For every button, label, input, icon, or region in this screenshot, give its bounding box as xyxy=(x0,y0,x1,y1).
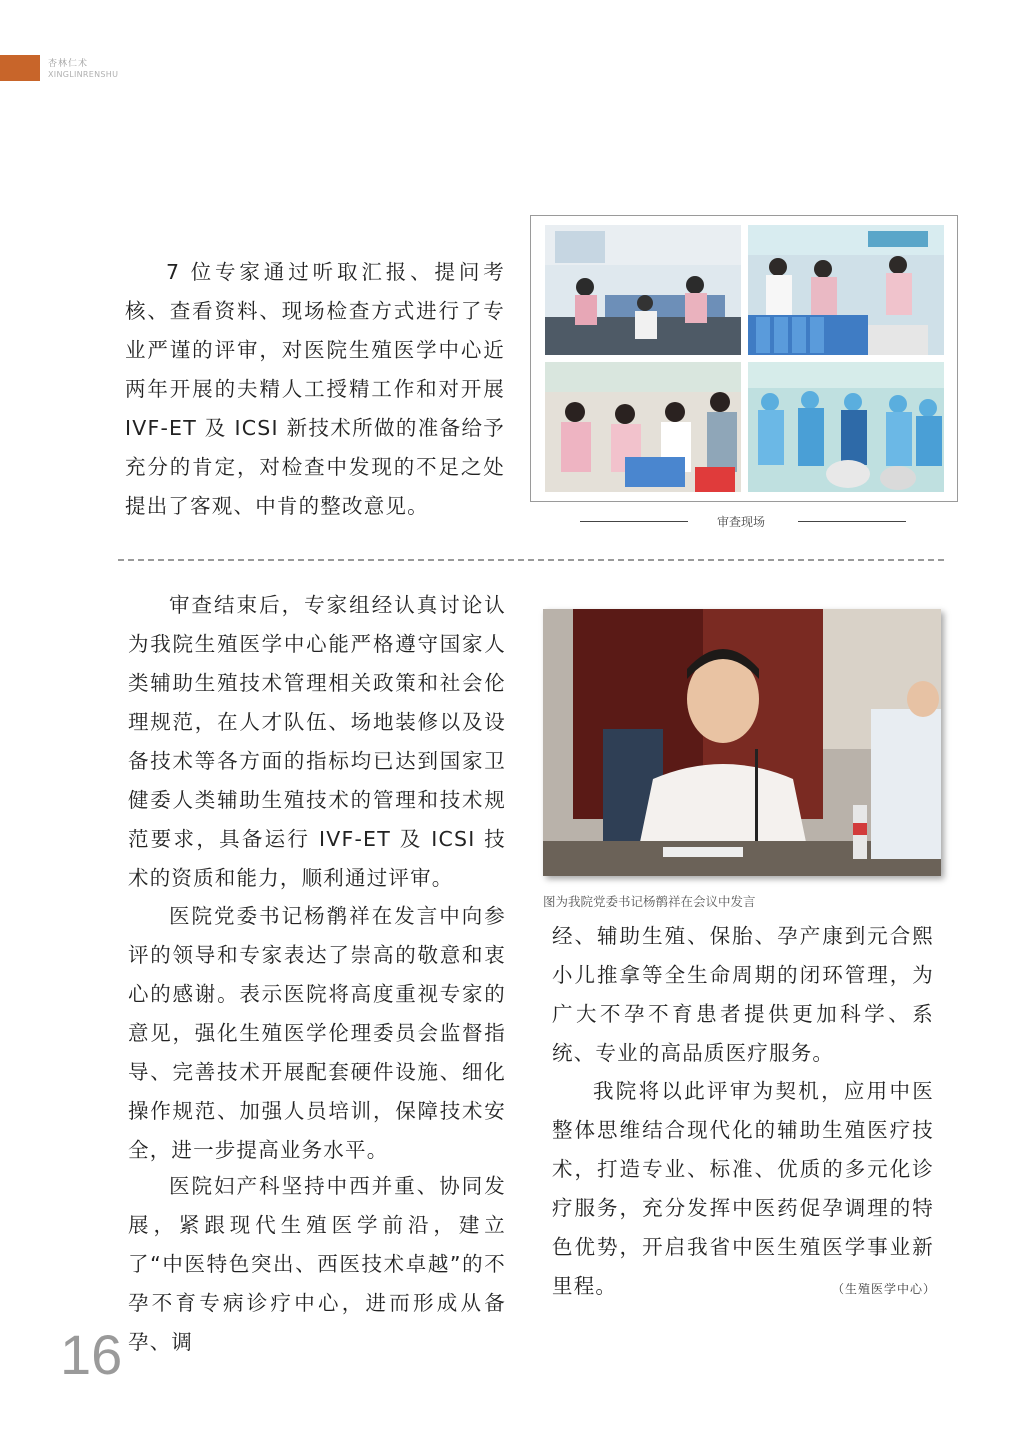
paragraph-review-result: 审查结束后，专家组经认真讨论认为我院生殖医学中心能严格遵守国家人类辅助生殖技术管理相关政策和社会伦理规范，在人才队伍、场地装修以及设备技术等各方面的指标均已达到国家卫健委人类辅助生殖技术的管理和技术规范要求，具备运行 IVF-ET 及 ICSI 技术的资质和能力，顺利通过评审。 xyxy=(128,593,506,890)
main-photo-caption: 图为我院党委书记杨鹡祥在会议中发言 xyxy=(543,894,756,909)
paragraph-department-overview: 医院妇产科坚持中西并重、协同发展，紧跟现代生殖医学前沿，建立了“中医特色突出、西医技术卓越”的不孕不育专病诊疗中心，进而形成从备孕、调 xyxy=(128,1174,506,1354)
photo-staff-discussion xyxy=(545,362,741,492)
author-signoff: （生殖医学中心） xyxy=(832,1282,937,1296)
photo-meeting-table xyxy=(545,225,741,355)
caption-rule-right xyxy=(798,521,906,522)
photo-document-review xyxy=(748,225,944,355)
brand-name: 杏林仁术 xyxy=(48,59,89,69)
paragraph-party-secretary-speech: 医院党委书记杨鹡祥在发言中向参评的领导和专家表达了崇高的敬意和衷心的感谢。表示医院将高度重视专家的意见，强化生殖医学伦理委员会监督指导、完善技术开展配套硬件设施、细化操作规范、加强人员培训，保障技术安全，进一步提高业务水平。 xyxy=(128,904,506,1162)
paragraph-future-plans: 我院将以此评审为契机，应用中医整体思维结合现代化的辅助生殖医疗技术，打造专业、标准、优质的多元化诊疗服务，充分发挥中医药促孕调理的特色优势，开启我省中医生殖医学事业新里程。 xyxy=(552,1079,934,1298)
caption-rule-left xyxy=(580,521,688,522)
paragraph-closed-loop-care: 经、辅助生殖、保胎、孕产康到元合熙小儿推拿等全生命周期的闭环管理，为广大不孕不育患者提供更加科学、系统、专业的高品质医疗服务。 xyxy=(552,924,934,1065)
photo-speaker xyxy=(543,609,941,876)
photo-lab-inspection xyxy=(748,362,944,492)
header-accent-bar xyxy=(0,55,40,81)
collage-caption: 审查现场 xyxy=(717,515,766,529)
brand-pinyin: XINGLINRENSHU xyxy=(48,70,119,79)
paragraph-expert-review: 7 位专家通过听取汇报、提问考核、查看资料、现场检查方式进行了专业严谨的评审，对医院生殖医学中心近两年开展的夫精人工授精工作和对开展 IVF-ET 及 ICSI 新技术所做的准备给予充分的肯定，对检查中发现的不足之处提出了客观、中肯的整改意见。 xyxy=(125,260,505,518)
page-number: 16 xyxy=(60,1323,123,1386)
photo-collage xyxy=(530,215,958,502)
section-divider xyxy=(118,559,944,561)
